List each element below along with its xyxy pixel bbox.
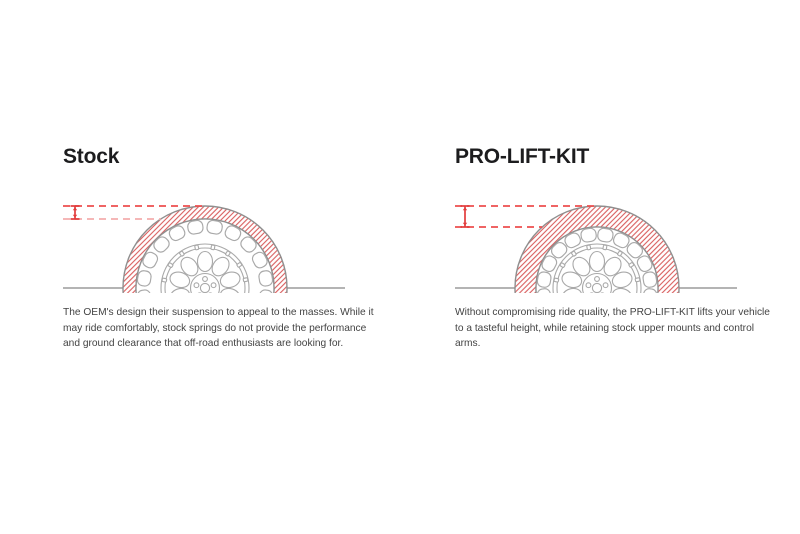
- panel-pro-lift-kit: [447, 145, 770, 350]
- page-title: PRO-LIFT-KIT: [455, 145, 590, 168]
- stock-wheel-illustration: [55, 195, 355, 293]
- panel-description: [63, 305, 374, 352]
- description-line: and ground clearance that off-road enthusiasts are looking for.: [63, 338, 344, 350]
- panel-description: [455, 305, 770, 352]
- lifted-wheel-illustration: [447, 195, 747, 293]
- panel-stock: [55, 145, 374, 350]
- description-line: The OEM's design their suspension to appeal to the masses. While it: [63, 307, 374, 318]
- lift-height-indicator: [461, 206, 470, 227]
- lift-height-indicator: [71, 206, 80, 219]
- description-line: arms.: [455, 338, 481, 350]
- description-line: may ride comfortably, stock springs do not provide the performance: [63, 322, 367, 334]
- description-line: to a tasteful height, while retaining stock upper mounts and control: [455, 322, 755, 334]
- description-line: Without compromising ride quality, the PRO-LIFT-KIT lifts your vehicle: [455, 307, 770, 318]
- wheel-diagram-stock: [55, 195, 355, 293]
- wheel-diagram-pro-lift-kit: [447, 195, 747, 293]
- page-title: Stock: [63, 145, 120, 168]
